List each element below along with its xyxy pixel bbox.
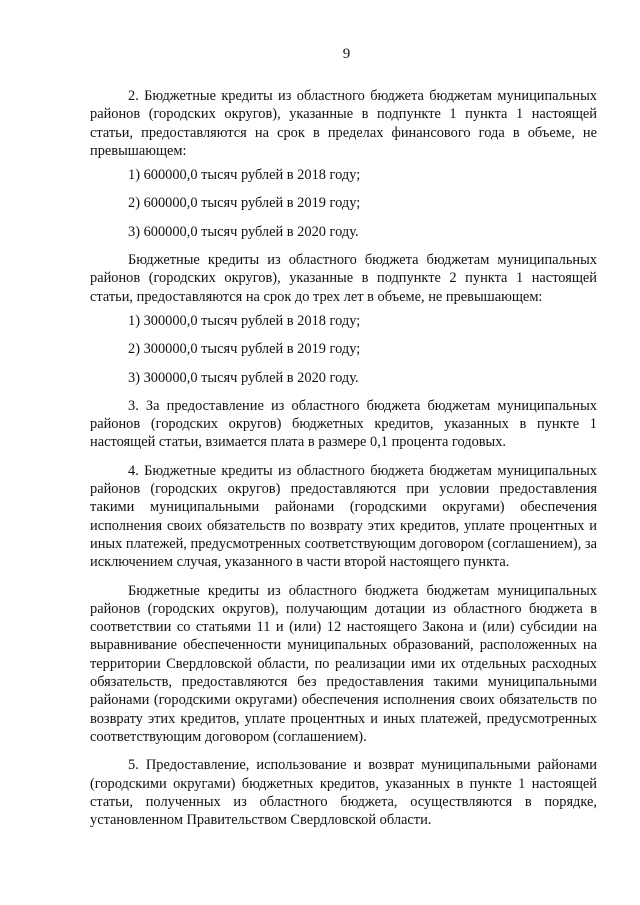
page-number: 9: [342, 46, 351, 62]
paragraph-4-part-2: Бюджетные кредиты из областного бюджета бюджетам муниципальных районов (городских округов), получающим дотации из областного бюджета в соответствии со статьями 11 и (или) 12 настоящего Закона и (или) субсидии на выравнивание обеспеченности муниципальных образований, расположенных на территории Свердловской области, по реализации ими их отдельных расходных обязательств, предоставляются без предоставления такими муниципальными районами (городскими округами) обеспечения исполнения своих обязательств по возврату этих кредитов, уплате процентных и иных платежей, предусмотренных соответствующим договором (соглашением).: [90, 582, 597, 745]
list-item: 3) 300000,0 тысяч рублей в 2020 году.: [128, 369, 359, 386]
list-item: 1) 600000,0 тысяч рублей в 2018 году;: [128, 167, 361, 184]
list-item: 2) 600000,0 тысяч рублей в 2019 году;: [128, 195, 361, 212]
paragraph-2: 2. Бюджетные кредиты из областного бюджета бюджетам муниципальных районов (городских округов), указанные в подпункте 1 пункта 1 настоящей статьи, предоставляются на срок в пределах финансового года в объеме, не превышающем:: [90, 88, 597, 159]
list-item: 2) 300000,0 тысяч рублей в 2019 году;: [128, 341, 361, 358]
list-item: 1) 300000,0 тысяч рублей в 2018 году;: [128, 312, 361, 329]
paragraph-2-part-2: Бюджетные кредиты из областного бюджета бюджетам муниципальных районов (городских округов), указанные в подпункте 2 пункта 1 настоящей статьи, предоставляются на срок до трех лет в объеме, не превышающем:: [90, 252, 597, 305]
list-item: 3) 600000,0 тысяч рублей в 2020 году.: [128, 223, 359, 240]
paragraph-5: 5. Предоставление, использование и возврат муниципальными районами (городскими округами) бюджетных кредитов, указанных в пункте 1 настоящей статьи, полученных из областного бюджета, осуществляются в порядке, установленном Правительством Свердловской области.: [90, 757, 597, 829]
paragraph-3: 3. За предоставление из областного бюджета бюджетам муниципальных районов (городских округов) бюджетных кредитов, указанных в пункте 1 настоящей статьи, взимается плата в размере 0,1 процента годовых.: [90, 397, 597, 451]
paragraph-4: 4. Бюджетные кредиты из областного бюджета бюджетам муниципальных районов (городских округов) предоставляются при условии предоставления такими муниципальными районами (городскими округами) обеспечения исполнения своих обязательств по возврату этих кредитов, уплате процентных и иных платежей, предусмотренных соответствующим договором (соглашением), за исключением случая, указанного в части второй настоящего пункта.: [90, 462, 597, 571]
